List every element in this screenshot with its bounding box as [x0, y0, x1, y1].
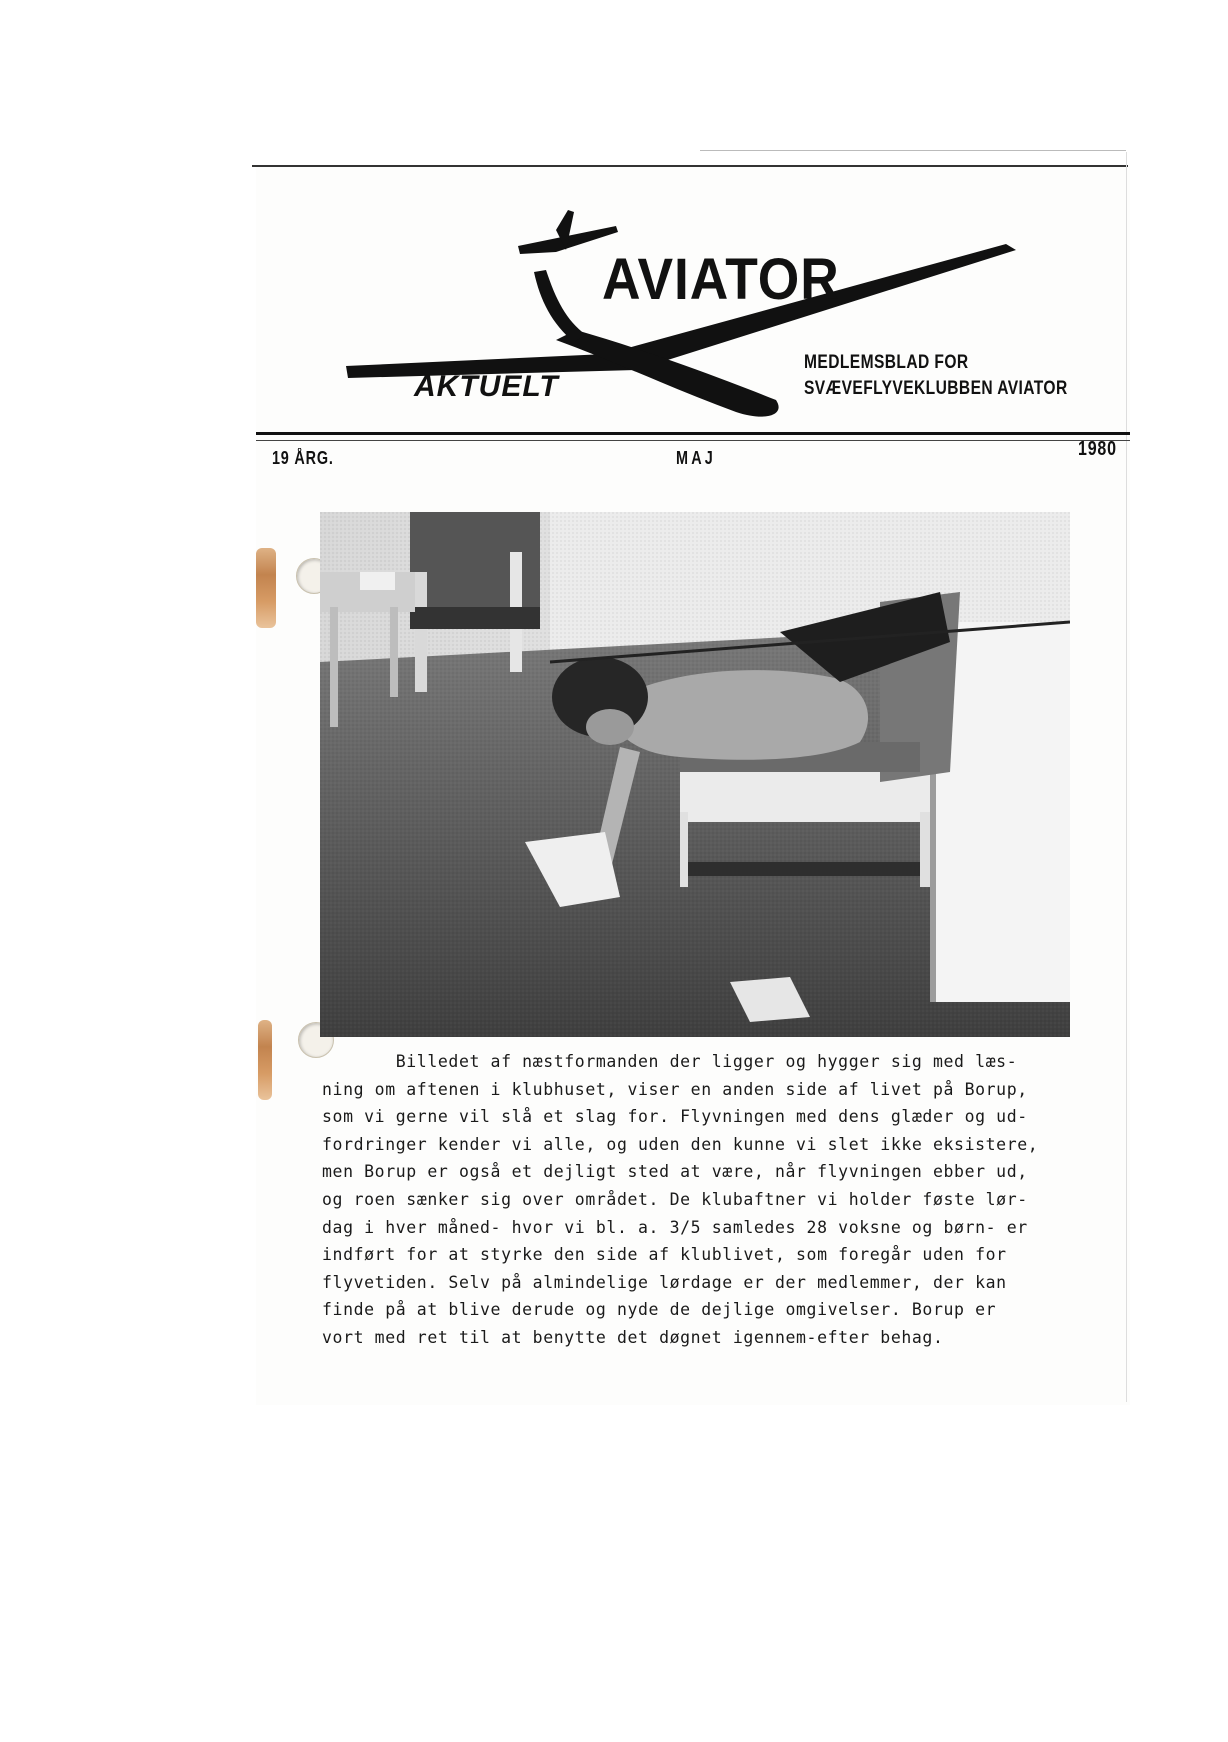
paper-edge [700, 150, 1126, 151]
tagline-line-1: MEDLEMSBLAD FOR [804, 352, 969, 373]
masthead [256, 200, 1130, 430]
paper-top-edge [252, 165, 1128, 167]
header-rule-thin [256, 440, 1130, 441]
article-line: flyvetiden. Selv på almindelige lørdage er der medlemmer, der kan [322, 1272, 1007, 1292]
article-line: vort med ret til at benytte det døgnet igennem-efter behag. [322, 1327, 944, 1347]
tagline-line-2: SVÆVEFLYVEKLUBBEN AVIATOR [804, 378, 1068, 399]
issue-year: 1980 [1078, 438, 1117, 460]
article-line: Billedet af næstformanden der ligger og hygger sig med læs- [322, 1052, 1018, 1071]
article-line: indført for at styrke den side af klublivet, som foregår uden for [322, 1245, 1007, 1265]
article-body [322, 1048, 1082, 1352]
article-line: ning om aftenen i klubhuset, viser en anden side af livet på Borup, [322, 1079, 1028, 1099]
issue-month: MAJ [676, 448, 717, 468]
masthead-tagline [804, 350, 1068, 402]
article-line: som vi gerne vil slå et slag for. Flyvningen med dens glæder og ud- [322, 1107, 1028, 1127]
masthead-title: AVIATOR [602, 247, 840, 312]
rust-stain [258, 1020, 272, 1100]
article-line: dag i hver måned- hvor vi bl. a. 3/5 samledes 28 voksne og børn- er [322, 1217, 1028, 1237]
article-line: men Borup er også et dejligt sted at være, når flyvningen ebber ud, [322, 1162, 1028, 1182]
masthead-subtitle: AKTUELT [414, 370, 559, 403]
photo-man-reading-on-floor [320, 512, 1070, 1037]
issue-volume: 19 ÅRG. [272, 448, 334, 468]
article-line: finde på at blive derude og nyde de dejlige omgivelser. Borup er [322, 1300, 997, 1320]
header-rule [256, 432, 1130, 435]
article-line: fordringer kender vi alle, og uden den kunne vi slet ikke eksistere, [322, 1134, 1039, 1154]
rust-stain [256, 548, 276, 628]
article-line: og roen sænker sig over området. De klubaftner vi holder føste lør- [322, 1189, 1028, 1209]
